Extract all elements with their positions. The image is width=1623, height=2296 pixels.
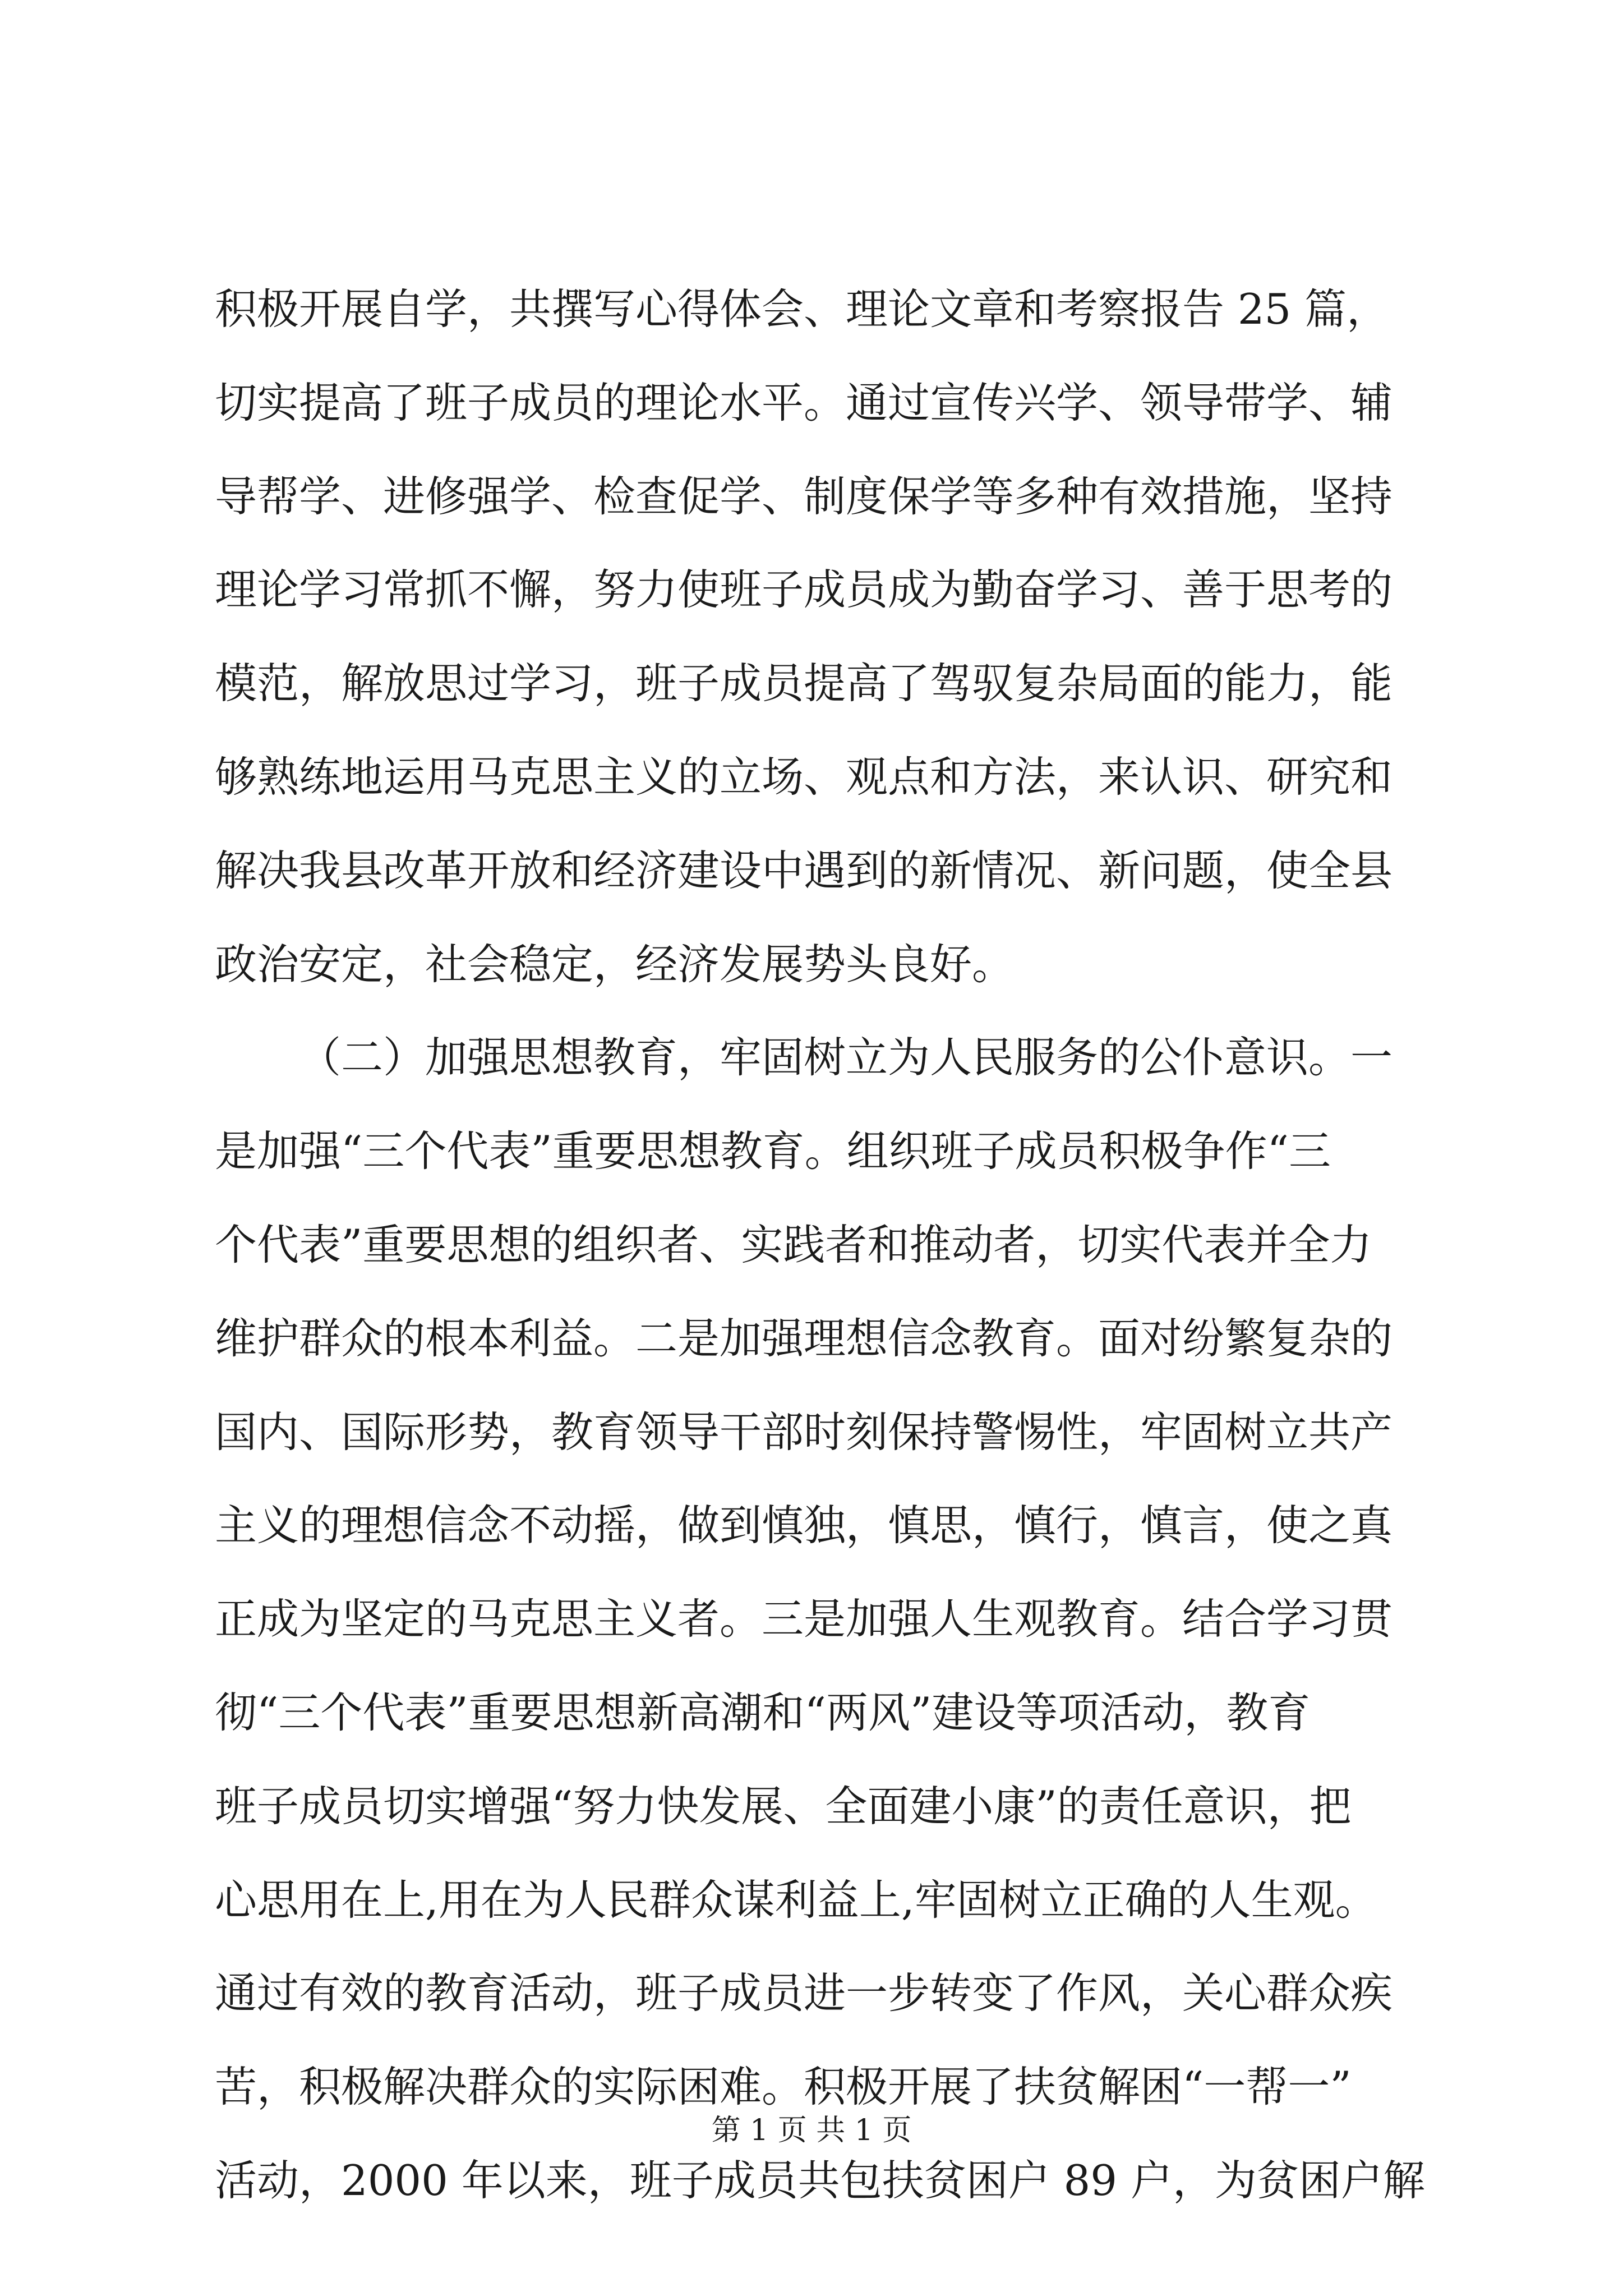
text-line: 导帮学、进修强学、检查促学、制度保学等多种有效措施，坚持 xyxy=(215,471,1393,521)
text-line: 模范，解放思过学习，班子成员提高了驾驭复杂局面的能力，能 xyxy=(215,659,1393,708)
text-line: 班子成员切实增强“努力快发展、全面建小康”的责任意识，把 xyxy=(215,1781,1352,1831)
text-line: 个代表”重要思想的组织者、实践者和推动者，切实代表并全力 xyxy=(215,1220,1372,1269)
section-heading-line: （二）加强思想教育，牢固树立为人民服务的公仆意识。一 xyxy=(299,1033,1393,1083)
text-line: 苦，积极解决群众的实际困难。积极开展了扶贫解困“一帮一” xyxy=(215,2062,1352,2112)
body-text xyxy=(215,263,1425,2228)
text-line: 活动，2000 年以来，班子成员共包扶贫困户 89 户，为贫困户解 xyxy=(215,2155,1425,2205)
text-line: 国内、国际形势，教育领导干部时刻保持警惕性，牢固树立共产 xyxy=(215,1407,1393,1457)
text-line: 维护群众的根本利益。二是加强理想信念教育。面对纷繁复杂的 xyxy=(215,1313,1393,1363)
text-line: 正成为坚定的马克思主义者。三是加强人生观教育。结合学习贯 xyxy=(215,1594,1393,1644)
text-line: 理论学习常抓不懈，努力使班子成员成为勤奋学习、善于思考的 xyxy=(215,565,1393,615)
page-footer: 第 1 页 共 1 页 xyxy=(711,2114,912,2147)
text-line: 切实提高了班子成员的理论水平。通过宣传兴学、领导带学、辅 xyxy=(215,378,1393,427)
text-line: 积极开展自学，共撰写心得体会、理论文章和考察报告 25 篇， xyxy=(215,284,1389,334)
text-line: 够熟练地运用马克思主义的立场、观点和方法，来认识、研究和 xyxy=(215,752,1393,802)
text-line: 解决我县改革开放和经济建设中遇到的新情况、新问题，使全县 xyxy=(215,845,1393,895)
text-line: 主义的理想信念不动摇，做到慎独，慎思，慎行，慎言，使之真 xyxy=(215,1501,1393,1550)
text-line: 政治安定，社会稳定，经济发展势头良好。 xyxy=(215,939,1015,989)
text-line: 是加强“三个代表”重要思想教育。组织班子成员积极争作“三 xyxy=(215,1126,1331,1176)
text-line: 通过有效的教育活动，班子成员进一步转变了作风，关心群众疾 xyxy=(215,1968,1393,2018)
text-line: 心思用在上,用在为人民群众谋利益上,牢固树立正确的人生观。 xyxy=(215,1875,1377,1925)
text-line: 彻“三个代表”重要思想新高潮和“两风”建设等项活动，教育 xyxy=(215,1687,1311,1737)
